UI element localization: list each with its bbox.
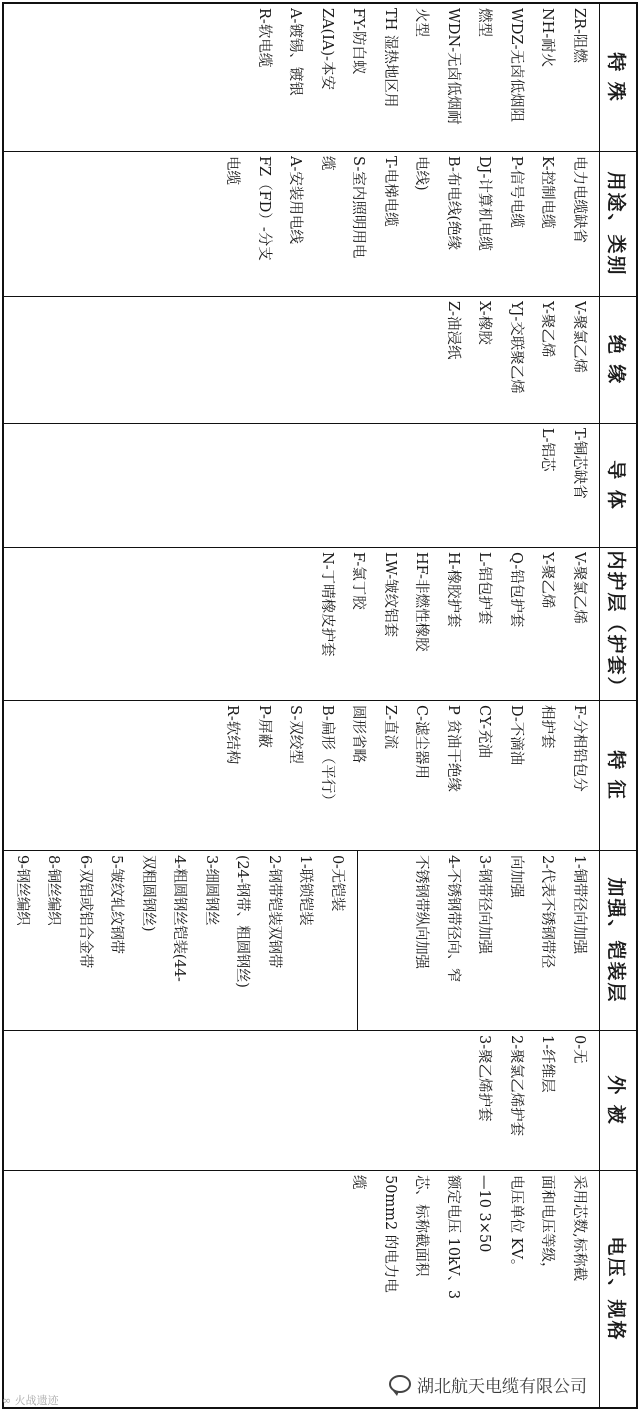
cell-line: P-信号电缆 bbox=[508, 156, 524, 228]
cell-line: TH 湿热地区用 bbox=[382, 8, 398, 108]
cell-line: Z-油浸纸 bbox=[445, 301, 461, 360]
cell-line: P-屏蔽 bbox=[256, 705, 272, 748]
cell-line: 缆 bbox=[350, 1175, 367, 1190]
cell-line: L-铝芯 bbox=[539, 428, 556, 472]
cell-line: 电压单位 KV。 bbox=[508, 1175, 524, 1274]
company-watermark bbox=[385, 1367, 591, 1401]
cell-line: 电缆 bbox=[224, 156, 241, 185]
cell-line: S-室内照明用电 bbox=[350, 156, 367, 259]
cell-line: 缆 bbox=[319, 156, 335, 171]
cell-line: R-软结构 bbox=[224, 705, 241, 765]
cell-line: D-不滴油 bbox=[508, 705, 524, 766]
cell-line: YJ-交联聚乙烯 bbox=[508, 301, 524, 394]
cell-line: WDZ-无卤低烟阻 bbox=[508, 8, 524, 123]
cell-line: 火型 bbox=[413, 8, 430, 37]
cell-line: 3-细圆钢丝 bbox=[203, 855, 219, 926]
cell-line: 5-皱纹轧纹钢带 bbox=[108, 855, 125, 954]
cell-line: X-橡胶 bbox=[476, 301, 493, 345]
cell-line: 9-钢丝编织 bbox=[14, 855, 30, 926]
cell-line: 电力电缆缺省 bbox=[571, 156, 587, 243]
cell-line: HF-非燃性橡胶 bbox=[413, 552, 430, 652]
cell-line: 采用芯数,标称截 bbox=[571, 1175, 587, 1282]
cell-line: ZR-阻燃 bbox=[571, 8, 587, 63]
column-inner-sheath bbox=[4, 548, 636, 701]
column-header: 导 体 bbox=[599, 424, 636, 547]
cell-line: 双粗圆钢丝) bbox=[140, 855, 156, 932]
column-conductor bbox=[4, 424, 636, 548]
cell-line: B-扁形（平行） bbox=[319, 705, 335, 808]
cell-line: 1-铜带径向加强 bbox=[571, 855, 587, 954]
cell-line: 1-联锁铠装 bbox=[297, 855, 314, 926]
cell-line: 芯、标称截面积 bbox=[413, 1175, 430, 1277]
cell-line: 2-聚氯乙烯护套 bbox=[508, 1035, 524, 1137]
cell-line: 4-不锈钢带径向、窄 bbox=[445, 855, 461, 983]
column-outer-sheath bbox=[4, 1031, 636, 1171]
cell-line: P 贫油干绝缘 bbox=[445, 705, 461, 792]
cell-line: —10 3×50 bbox=[476, 1175, 493, 1253]
armour-cell bbox=[4, 851, 357, 1030]
cell-line: K-控制电缆 bbox=[539, 156, 556, 229]
cell-line: 电线) bbox=[413, 156, 430, 191]
cell-line: 燃型 bbox=[476, 8, 493, 37]
cell-line: (24-钢带、粗圆钢丝) bbox=[234, 855, 251, 988]
cell-line: A-安装用电线 bbox=[287, 156, 304, 244]
watermark-text: 湖北航天电缆有限公司 bbox=[417, 1376, 587, 1397]
cell-line: Z-直流 bbox=[382, 705, 398, 749]
cell-line: 不锈钢带纵向加强 bbox=[413, 855, 430, 969]
cell-line: 2-钢带铠装双钢带 bbox=[266, 855, 282, 968]
cell-line: Y-聚乙烯 bbox=[539, 301, 556, 358]
cell-line: R-软电缆 bbox=[256, 8, 272, 68]
cell-line: 0-无铠装 bbox=[329, 855, 345, 912]
column-header: 绝 缘 bbox=[599, 297, 636, 423]
cell-line: V-聚氯乙烯 bbox=[571, 301, 587, 374]
column-cell bbox=[4, 701, 599, 850]
cell-line: 面和电压等级， bbox=[539, 1175, 556, 1277]
cell-line: 8-铜丝编织 bbox=[45, 855, 62, 926]
cell-line: 3-聚乙烯护套 bbox=[476, 1035, 493, 1122]
cell-line: 4-粗圆钢丝铠装(44- bbox=[171, 855, 188, 982]
column-header: 特 殊 bbox=[599, 4, 636, 151]
cell-line: B-布电线(绝缘 bbox=[445, 156, 461, 250]
column-header: 电压、规格 bbox=[599, 1171, 636, 1407]
cell-line: 2-代表不锈钢带径 bbox=[539, 855, 556, 968]
cell-line: ZA(IA)-本安 bbox=[319, 8, 335, 90]
column-special bbox=[4, 4, 636, 152]
column-cell bbox=[4, 152, 599, 296]
column-header: 内护层（护套） bbox=[599, 548, 636, 700]
reinforcement-cell bbox=[357, 851, 599, 1030]
cell-line: F-氯丁胶 bbox=[350, 552, 367, 610]
cell-line bbox=[0, 855, 6, 1027]
corner-watermark: ∞ 火战遗迹 bbox=[2, 1394, 59, 1407]
cell-line: 50mm2 的电力电 bbox=[382, 1175, 398, 1293]
cell-line: CY-充油 bbox=[476, 705, 493, 758]
cell-line: T-电梯电缆 bbox=[382, 156, 398, 227]
cell-line: FY-防白蚁 bbox=[350, 8, 367, 75]
cell-line: LW-皱纹铝套 bbox=[382, 552, 398, 638]
cell-line: Q-铅包护套 bbox=[508, 552, 524, 628]
cell-line: FZ（FD）-分支 bbox=[256, 156, 272, 261]
cell-line: T-铜芯缺省 bbox=[571, 428, 587, 499]
column-usage bbox=[4, 152, 636, 297]
column-features bbox=[4, 701, 636, 851]
cell-line: C-滤尘器用 bbox=[413, 705, 430, 779]
cell-line: V-聚氯乙烯 bbox=[571, 552, 587, 625]
column-insulation bbox=[4, 297, 636, 424]
cell-line: 圆形省略 bbox=[350, 705, 367, 763]
column-header: 加强、铠装层 bbox=[599, 851, 636, 1030]
cell-line: 向加强 bbox=[508, 855, 524, 898]
column-armour bbox=[4, 851, 636, 1031]
cell-line: WDN-无卤低烟耐 bbox=[445, 8, 461, 125]
cable-spec-table bbox=[2, 2, 638, 1409]
cell-line: NH-耐火 bbox=[539, 8, 556, 68]
column-cell bbox=[4, 4, 599, 151]
column-cell bbox=[4, 297, 599, 423]
column-cell bbox=[4, 1031, 599, 1170]
cell-line: Y-聚乙烯 bbox=[539, 552, 556, 609]
column-header: 用途、类别 bbox=[599, 152, 636, 296]
cell-line: 相护套 bbox=[539, 705, 556, 749]
column-cell bbox=[4, 548, 599, 700]
cell-line: DJ-计算机电缆 bbox=[476, 156, 493, 251]
column-header: 特 征 bbox=[599, 701, 636, 850]
cell-line: F-分相铅包分 bbox=[571, 705, 587, 792]
cell-line: H-橡胶护套 bbox=[445, 552, 461, 628]
cell-line: N-丁晴橡皮护套 bbox=[319, 552, 335, 657]
cell-line: L-铝包护套 bbox=[476, 552, 493, 625]
cell-line: 1-纤维层 bbox=[539, 1035, 556, 1093]
wechat-bubble-icon bbox=[389, 1375, 411, 1393]
cell-line: 额定电压 10kV、3 bbox=[445, 1175, 461, 1300]
cell-line: S-双绞型 bbox=[287, 705, 304, 764]
cell-line: 3-钢带径向加强 bbox=[476, 855, 493, 954]
cell-line: A-镀锡、镀银 bbox=[287, 8, 304, 96]
column-header: 外 被 bbox=[599, 1031, 636, 1170]
cell-line: 0-无 bbox=[571, 1035, 587, 1064]
column-cell bbox=[4, 424, 599, 547]
cell-line: 6-双铝或铝合金带 bbox=[77, 855, 93, 968]
